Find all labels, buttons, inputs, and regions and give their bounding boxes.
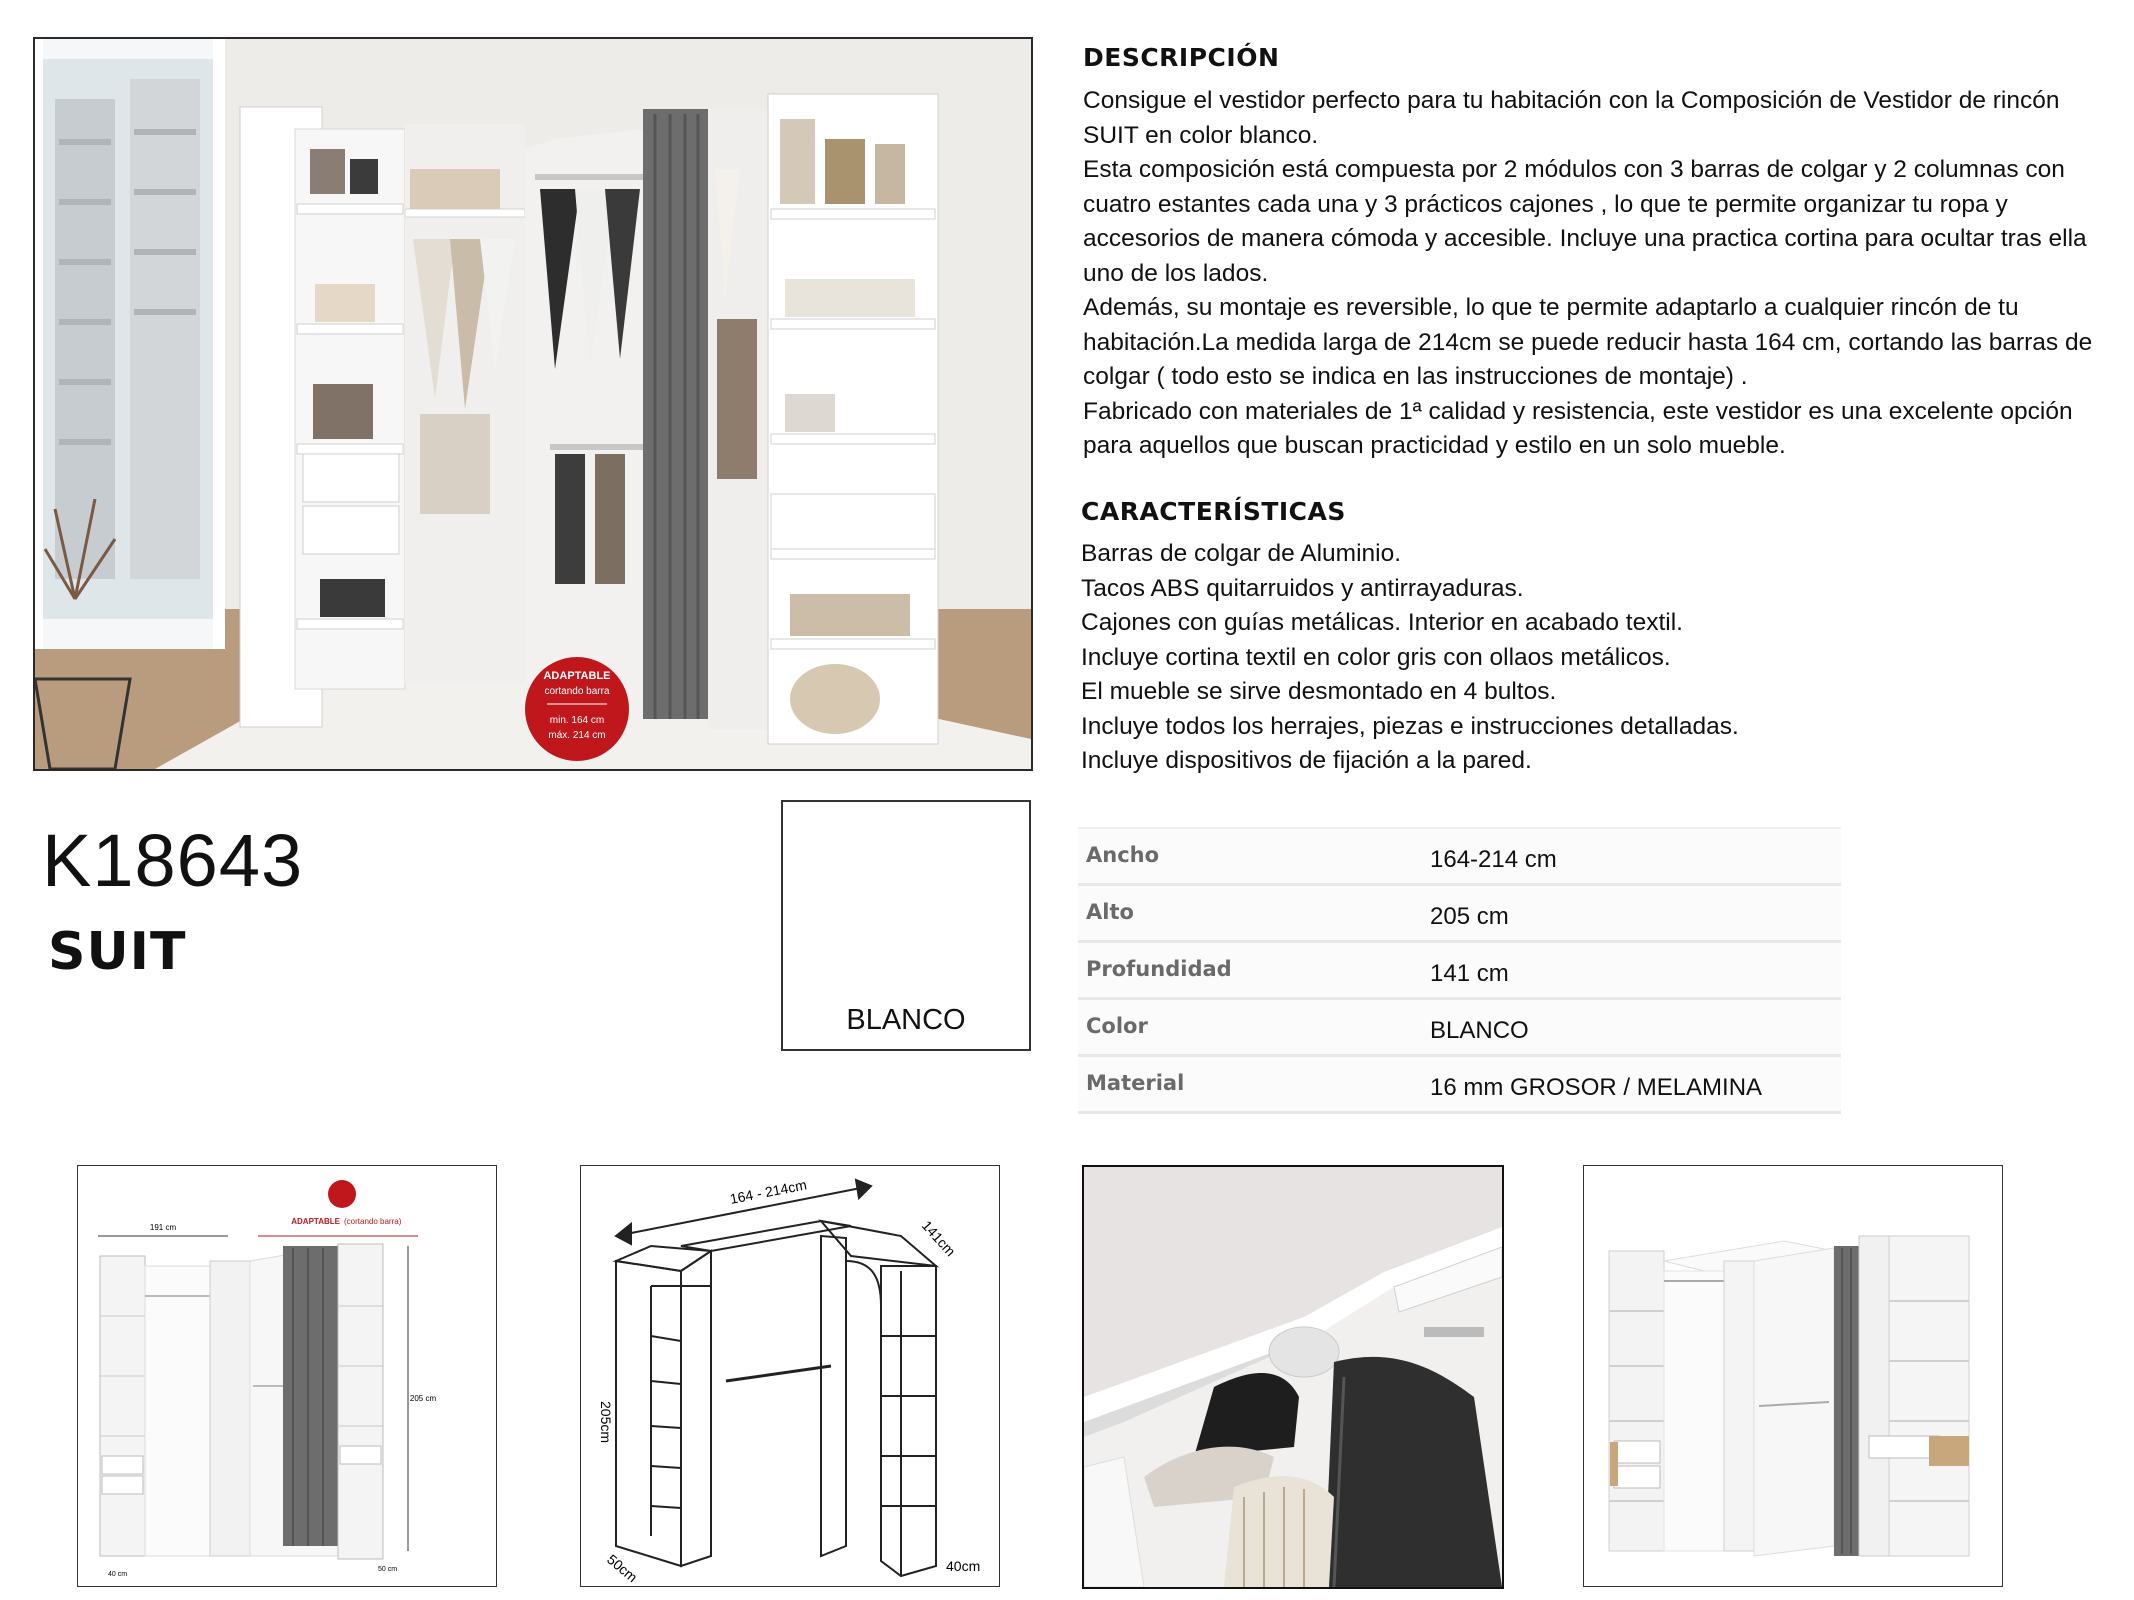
spec-label: Alto	[1086, 900, 1134, 924]
feature-item: Incluye dispositivos de fijación a la pared.	[1081, 747, 1532, 774]
drawing-right-depth-label: 40cm	[946, 1558, 981, 1574]
spec-value: BLANCO	[1430, 1017, 1529, 1044]
spec-row	[1078, 1054, 1841, 1114]
spec-value: 164-214 cm	[1430, 846, 1557, 873]
drawing-height-label: 205cm	[598, 1401, 614, 1444]
thumb1-adaptable-sub: (cortando barra)	[344, 1217, 402, 1226]
spec-label: Ancho	[1086, 843, 1160, 867]
spec-value: 141 cm	[1430, 960, 1509, 987]
product-code: K18643	[42, 819, 304, 902]
features-list	[1081, 537, 1981, 779]
main-product-photo	[33, 37, 1033, 771]
feature-item: Incluye todos los herrajes, piezas e instrucciones detalladas.	[1081, 712, 1739, 740]
badge-line3: min. 164 cm	[549, 715, 605, 726]
drawing-left-depth-label: 50cm	[604, 1551, 641, 1586]
feature-item: Cajones con guías metálicas. Interior en acabado textil.	[1081, 609, 1683, 636]
feature-item: El mueble se sirve desmontado en 4 bultos.	[1081, 678, 1557, 705]
thumb1-adaptable-label: ADAPTABLE	[291, 1217, 340, 1226]
thumb1-width-label: 191 cm	[149, 1223, 177, 1232]
spec-value: 16 mm GROSOR / MELAMINA	[1430, 1074, 1763, 1101]
spec-label: Material	[1086, 1071, 1185, 1095]
product-name: SUIT	[48, 922, 187, 982]
badge-line2: cortando barra	[544, 686, 610, 697]
thumb1-height-label: 205 cm	[409, 1394, 437, 1403]
thumb1-right-label: 50 cm	[378, 1566, 398, 1573]
features-title: CARACTERÍSTICAS	[1081, 497, 1346, 526]
description-paragraph: Esta composición está compuesta por 2 módulos con 3 barras de colgar y 2 columnas con cuatro estantes cada una y 3 prácticos cajones , lo que te permite organizar tu ropa y accesorios de manera cómoda y accesible. Incluye una practica cortina para ocultar tras ella uno de los lados.	[1083, 156, 2087, 287]
thumbnail-render	[1583, 1165, 2003, 1587]
feature-item: Tacos ABS quitarruidos y antirrayaduras.	[1081, 574, 1524, 602]
color-swatch	[781, 800, 1031, 1051]
color-swatch-label: BLANCO	[846, 1004, 966, 1036]
spec-row	[1078, 883, 1841, 940]
spec-row	[1078, 997, 1841, 1054]
spec-label: Color	[1086, 1014, 1148, 1038]
spec-label: Profundidad	[1086, 957, 1232, 981]
description-paragraph: Fabricado con materiales de 1ª calidad y resistencia, este vestidor es una excelente opción para aquellos que buscan practicidad y estilo en un solo mueble.	[1083, 397, 2073, 459]
description-body	[1083, 84, 2093, 464]
spec-row	[1078, 827, 1841, 883]
drawing-depth-label: 141cm	[918, 1217, 959, 1260]
badge-line4: máx. 214 cm	[548, 730, 606, 741]
thumbnail-technical-drawing	[580, 1165, 1000, 1587]
description-paragraph: Consigue el vestidor perfecto para tu habitación con la Composición de Vestidor de rincón SUIT en color blanco.	[1083, 87, 2060, 149]
feature-item: Barras de colgar de Aluminio.	[1081, 540, 1402, 567]
feature-item: Incluye cortina textil en color gris con ollaos metálicos.	[1081, 643, 1671, 671]
description-title: DESCRIPCIÓN	[1083, 43, 1280, 72]
drawing-width-label: 164 - 214cm	[728, 1176, 808, 1207]
thumbnail-top-view-photo	[1082, 1165, 1504, 1589]
thumb1-left-label: 40 cm	[108, 1571, 128, 1578]
spec-row	[1078, 940, 1841, 997]
specs-table	[1078, 827, 1841, 1114]
thumbnail-front-dimensions	[77, 1165, 497, 1587]
spec-value: 205 cm	[1430, 903, 1509, 930]
description-paragraph: Además, su montaje es reversible, lo que te permite adaptarlo a cualquier rincón de tu habitación.La medida larga de 214cm se puede reducir hasta 164 cm, cortando las barras de colgar ( todo esto se indica en las instrucciones de montaje) .	[1083, 294, 2093, 390]
badge-line1: ADAPTABLE	[543, 670, 611, 682]
